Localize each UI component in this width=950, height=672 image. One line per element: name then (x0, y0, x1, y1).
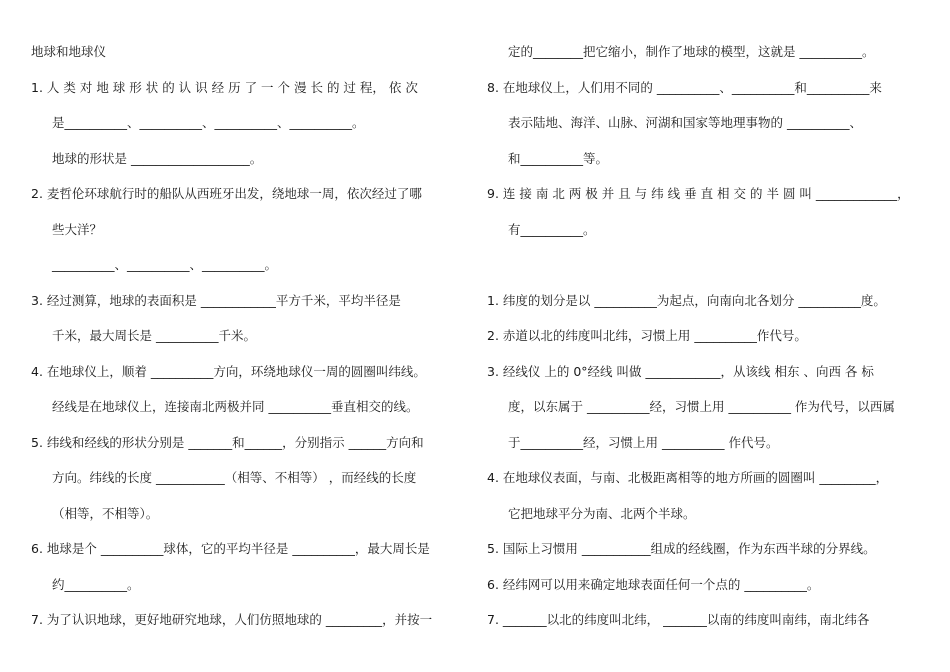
line-q9-l2: 有__________。 (508, 221, 596, 237)
line-r3-l1: 3. 经线仪 上的 0°经线 叫做 ____________，从该线 相东 、向西 各 标 (487, 363, 874, 379)
line-q9-l1: 9. 连 接 南 北 两 极 并 且 与 纬 线 垂 直 相 交 的 半 圆 叫 _____________， (487, 186, 910, 201)
line-q5-l2: 方向。纬线的长度 ___________（相等、不相等） ，而经线的长度 (52, 470, 417, 485)
line-q4-l1: 4. 在地球仪上，顺着 __________方向，环绕地球仪一周的圆圈叫纬线。 (31, 363, 426, 379)
line-r1-l1: 1. 纬度的划分是以 __________为起点，向南向北各划分 __________度。 (487, 292, 886, 308)
line-q6-l1: 6. 地球是个 __________球体，它的平均半径是 __________，最大周长是 (31, 541, 430, 556)
line-q8-l3: 和__________等。 (508, 150, 609, 166)
line-q5-l1: 5. 纬线和经线的形状分别是 _______和______，分别指示 ______方向和 (31, 434, 424, 450)
line-r6-l1: 6. 经纬网可以用来确定地球表面任何一个点的 __________。 (487, 576, 820, 592)
line-q6-l2: 约__________。 (52, 576, 140, 592)
line-q3-l2: 千米，最大周长是 __________千米。 (52, 328, 256, 343)
line-r2-l1: 2. 赤道以北的纬度叫北纬，习惯上用 __________作代号。 (487, 328, 807, 343)
line-title: 地球和地球仪 (31, 44, 107, 59)
line-q2-l1: 2. 麦哲伦环球航行时的船队从西班牙出发，绕地球一周，依次经过了哪 (31, 186, 422, 201)
line-r3-l2: 度，以东属于 __________经，习惯上用 __________ 作为代号，以西属 (508, 399, 895, 414)
line-r5-l1: 5. 国际上习惯用 ___________组成的经线圈，作为东西半球的分界线。 (487, 541, 876, 556)
line-q7-l1: 7. 为了认识地球，更好地研究地球，人们仿照地球的 _________，并按一 (31, 612, 433, 627)
line-q8-l1: 8. 在地球仪上，人们用不同的 __________、__________和__________来 (487, 79, 882, 95)
line-q1-l2: 是__________、__________、__________、__________。 (52, 115, 365, 130)
line-q1-l1: 1. 人 类 对 地 球 形 状 的 认 识 经 历 了 一 个 漫 长 的 过 程， 依 次 (31, 79, 418, 95)
line-q2-l3: __________、__________、__________。 (52, 257, 278, 272)
line-q2-l2: 些大洋？ (52, 221, 103, 237)
line-r4-l2: 它把地球平分为南、北两个半球。 (508, 505, 696, 521)
line-q8-l2: 表示陆地、海洋、山脉、河湖和国家等地理事物的 __________、 (508, 115, 862, 130)
line-r3-l3: 于__________经，习惯上用 __________ 作代号。 (508, 434, 779, 450)
line-q3-l1: 3. 经过测算，地球的表面积是 ____________平方千米，平均半径是 (31, 292, 401, 308)
line-q5-l3: （相等，不相等）。 (52, 505, 159, 521)
line-q7-l2: 定的________把它缩小，制作了地球的模型，这就是 __________。 (508, 44, 875, 59)
line-r4-l1: 4. 在地球仪表面，与南、北极距离相等的地方所画的圆圈叫 _________， (487, 470, 889, 485)
line-r7-l1: 7. _______以北的纬度叫北纬， _______以南的纬度叫南纬，南北纬各 (487, 612, 870, 627)
line-q4-l2: 经线是在地球仪上，连接南北两极并同 __________垂直相交的线。 (52, 399, 419, 414)
line-q1-l3: 地球的形状是 ___________________。 (52, 150, 263, 166)
